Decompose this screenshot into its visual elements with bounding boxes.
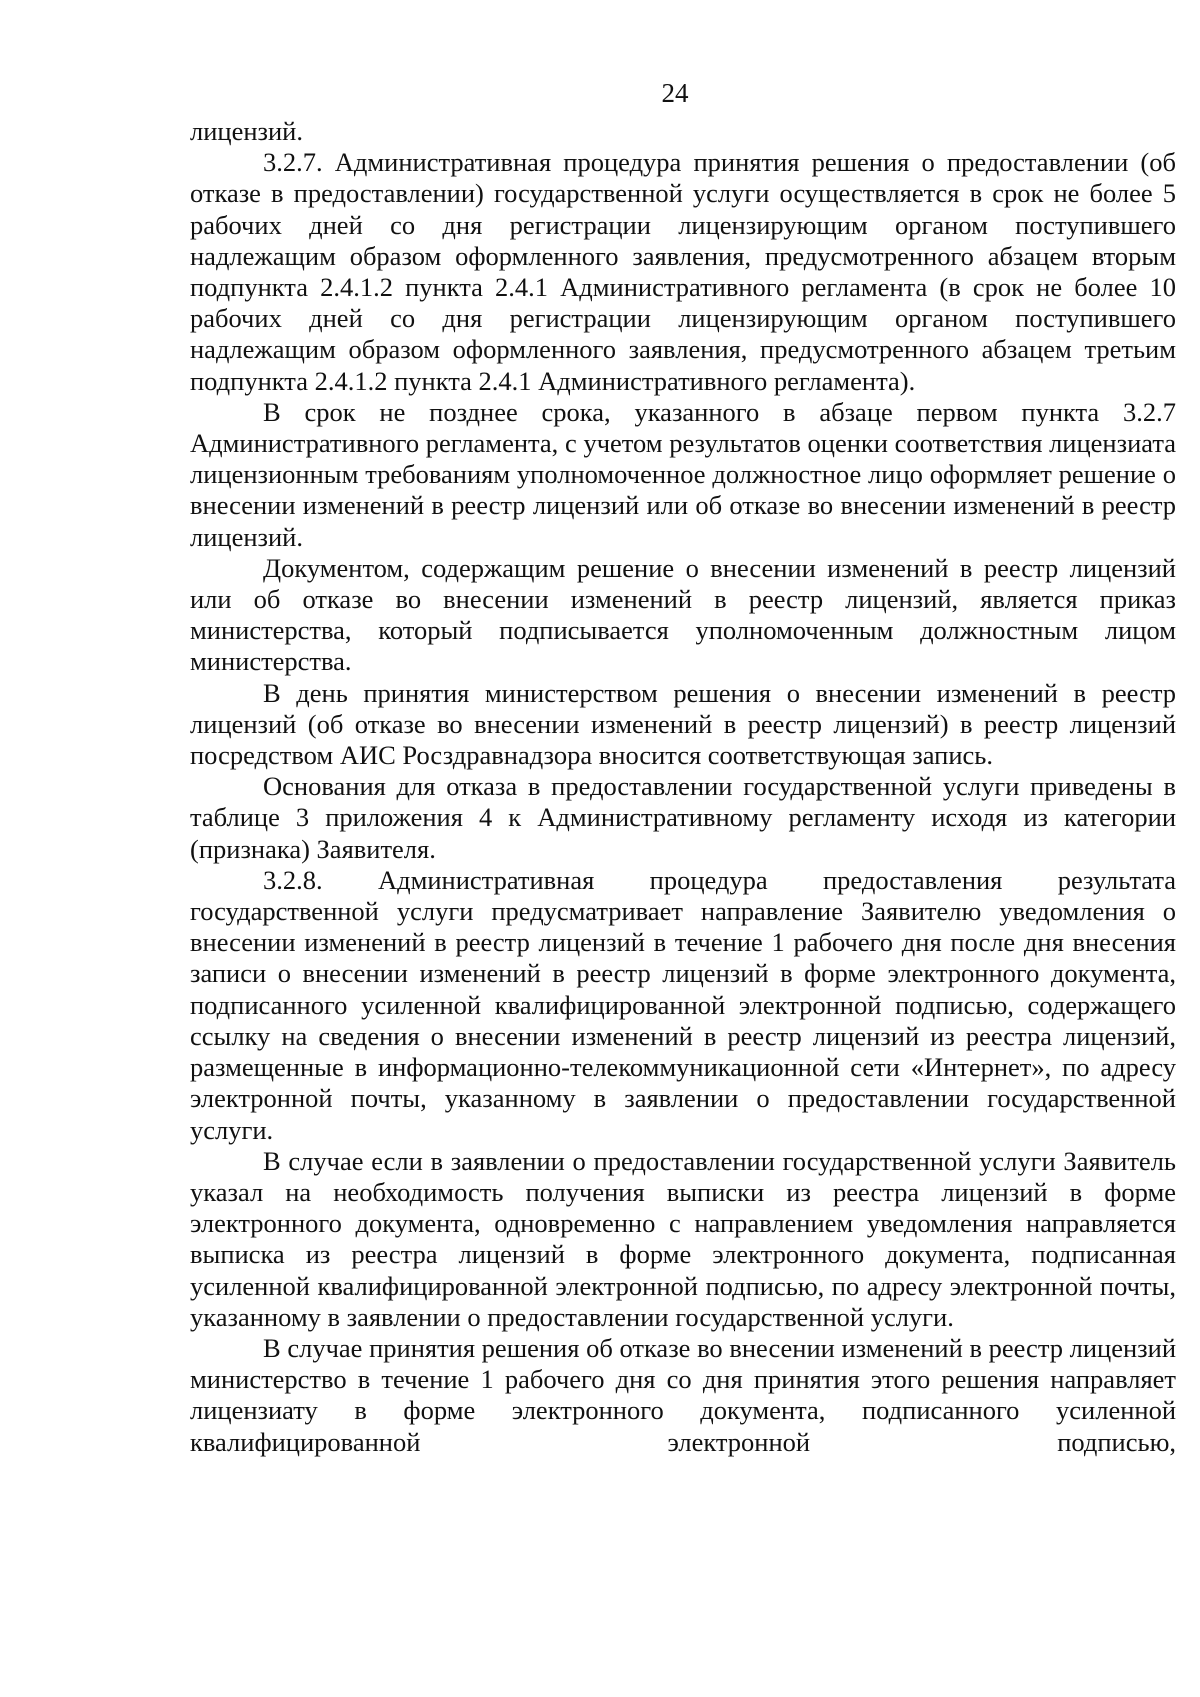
paragraph-registry-extract: В случае если в заявлении о предоставлении государственной услуги Заявитель указал на необходимость получения выписки из реестра лицензий в форме электронного документа, одновременно с направлением уведомления направляется выписка из реестра лицензий в форме электронного документа, подписанная усиленной квалифицированной электронной подписью, по адресу электронной почты, указанному в заявлении о предоставлении государственной услуги. bbox=[190, 1145, 1176, 1332]
paragraph-refusal-grounds: Основания для отказа в предоставлении государственной услуги приведены в таблице 3 приложения 4 к Административному регламенту исходя из категории (признака) Заявителя. bbox=[190, 771, 1176, 864]
paragraph-registry-entry: В день принятия министерством решения о внесении изменений в реестр лицензий (об отказе во внесении изменений в реестр лицензий) в реестр лицензий посредством АИС Росздравнадзора вносится соответствующая запись. bbox=[190, 677, 1176, 771]
document-body bbox=[190, 116, 1176, 1458]
paragraph-3-2-8: 3.2.8. Административная процедура предоставления результата государственной услуги предусматривает направление Заявителю уведомления о внесении изменений в реестр лицензий в течение 1 рабочего дня после дня внесения записи о внесении изменений в реестр лицензий в форме электронного документа, подписанного усиленной квалифицированной электронной подписью, содержащего ссылку на сведения о внесении изменений в реестр лицензий из реестра лицензий, размещенные в информационно-телекоммуникационной сети «Интернет», по адресу электронной почты, указанному в заявлении о предоставлении государственной услуги. bbox=[190, 864, 1176, 1145]
paragraph-refusal-notice: В случае принятия решения об отказе во внесении изменений в реестр лицензий министерство в течение 1 рабочего дня со дня принятия этого решения направляет лицензиату в форме электронного документа, подписанного усиленной квалифицированной электронной подписью, bbox=[190, 1332, 1176, 1457]
paragraph-deadline-decision: В срок не позднее срока, указанного в абзаце первом пункта 3.2.7 Административного регламента, с учетом результатов оценки соответствия лицензиата лицензионным требованиям уполномоченное должностное лицо оформляет решение о внесении изменений в реестр лицензий или об отказе во внесении изменений в реестр лицензий. bbox=[190, 396, 1176, 552]
paragraph-decision-document: Документом, содержащим решение о внесении изменений в реестр лицензий или об отказе во внесении изменений в реестр лицензий, является приказ министерства, который подписывается уполномоченным должностным лицом министерства. bbox=[190, 552, 1176, 677]
paragraph-3-2-7: 3.2.7. Административная процедура принятия решения о предоставлении (об отказе в предоставлении) государственной услуги осуществляется в срок не более 5 рабочих дней со дня регистрации лицензирующим органом поступившего надлежащим образом оформленного заявления, предусмотренного абзацем вторым подпункта 2.4.1.2 пункта 2.4.1 Административного регламента (в срок не более 10 рабочих дней со дня регистрации лицензирующим органом поступившего надлежащим образом оформленного заявления, предусмотренного абзацем третьим подпункта 2.4.1.2 пункта 2.4.1 Административного регламента). bbox=[190, 147, 1176, 396]
paragraph-continuation: лицензий. bbox=[190, 116, 303, 146]
page-number: 24 bbox=[661, 78, 689, 108]
